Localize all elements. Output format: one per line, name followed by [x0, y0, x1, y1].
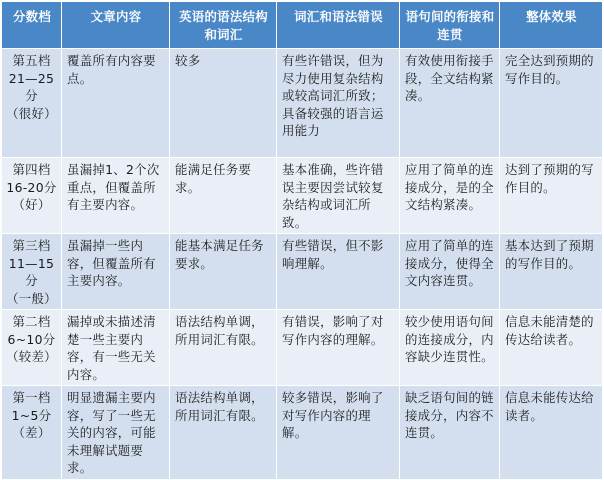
overall-cell: 达到了预期的写作目的。: [500, 158, 603, 234]
band-name: 第四档: [12, 162, 51, 177]
band-range: 1~5分: [11, 407, 52, 423]
errors-cell: 基本准确，些许错误主要因尝试较复杂结构或词汇所致。: [277, 158, 400, 234]
header-cohesion: 语句间的衔接和连贯: [400, 2, 500, 49]
scoring-rubric-table: [1, 1, 603, 480]
band-range: 6~10分: [7, 331, 56, 347]
grammar-vocab-cell: 语法结构单调，所用词汇有限。: [170, 310, 277, 386]
header-overall: 整体效果: [500, 2, 603, 49]
cohesion-cell: 较少使用语句间的连接成分，内容缺少连贯性。: [400, 310, 500, 386]
band-name: 第一档: [12, 390, 51, 405]
band-range: 21—25分: [8, 70, 55, 103]
header-content: 文章内容: [62, 2, 170, 49]
content-cell: 虽漏掉一些内容，但覆盖所有主要内容。: [62, 234, 170, 310]
band-name: 第三档: [12, 238, 51, 253]
header-score-band: 分数档: [2, 2, 62, 49]
band-quality: （一般）: [6, 290, 57, 306]
band-quality: （较差）: [6, 349, 57, 364]
errors-cell: 有些错误，但不影响理解。: [277, 234, 400, 310]
errors-cell: 较多错误，影响了对写作内容的理解。: [277, 386, 400, 480]
table-row: [2, 158, 603, 234]
header-grammar-vocab: 英语的语法结构和词汇: [170, 2, 277, 49]
cohesion-cell: 缺乏语句间的链接成分，内容不连贯。: [400, 386, 500, 480]
errors-cell: 有错误，影响了对写作内容的理解。: [277, 310, 400, 386]
cohesion-cell: 有效使用衔接手段，全文结构紧凑。: [400, 49, 500, 158]
band-name: 第五档: [12, 53, 51, 68]
content-cell: 虽漏掉1、2个次重点，但覆盖所有主要内容。: [62, 158, 170, 234]
content-cell: 覆盖所有内容要点。: [62, 49, 170, 158]
content-cell: 明显遗漏主要内容，写了一些无关的内容，可能未理解试题要求。: [62, 386, 170, 480]
content-cell: 漏掉或未描述清楚一些主要内容，有一些无关内容。: [62, 310, 170, 386]
table-row: [2, 49, 603, 158]
score-band-cell: [2, 234, 62, 310]
score-band-cell: [2, 386, 62, 480]
grammar-vocab-cell: 能基本满足任务要求。: [170, 234, 277, 310]
band-quality: （很好）: [6, 105, 57, 121]
errors-cell: 有些许错误，但为尽力使用复杂结构或较高词汇所致；具备较强的语言运用能力: [277, 49, 400, 158]
cohesion-cell: 应用了简单的连接成分，使得全文内容连贯。: [400, 234, 500, 310]
table-row: [2, 386, 603, 480]
grammar-vocab-cell: 能满足任务要求。: [170, 158, 277, 234]
table-row: [2, 234, 603, 310]
overall-cell: 基本达到了预期的写作目的。: [500, 234, 603, 310]
overall-cell: 信息未能传达给读者。: [500, 386, 603, 480]
header-errors: 词汇和语法错误: [277, 2, 400, 49]
cohesion-cell: 应用了简单的连接成分，是的全文结构紧凑。: [400, 158, 500, 234]
table-header-row: [2, 2, 603, 49]
overall-cell: 完全达到预期的写作目的。: [500, 49, 603, 158]
band-name: 第二档: [12, 314, 51, 329]
grammar-vocab-cell: 较多: [170, 49, 277, 158]
grammar-vocab-cell: 语法结构单调，所用词汇有限。: [170, 386, 277, 480]
score-band-cell: [2, 310, 62, 386]
band-quality: （差）: [12, 425, 51, 440]
band-quality: （好）: [12, 197, 51, 212]
band-range: 11—15分: [8, 255, 55, 288]
band-range: 16-20分: [6, 179, 57, 195]
overall-cell: 信息未能清楚的传达给读者。: [500, 310, 603, 386]
score-band-cell: [2, 49, 62, 158]
score-band-cell: [2, 158, 62, 234]
table-row: [2, 310, 603, 386]
